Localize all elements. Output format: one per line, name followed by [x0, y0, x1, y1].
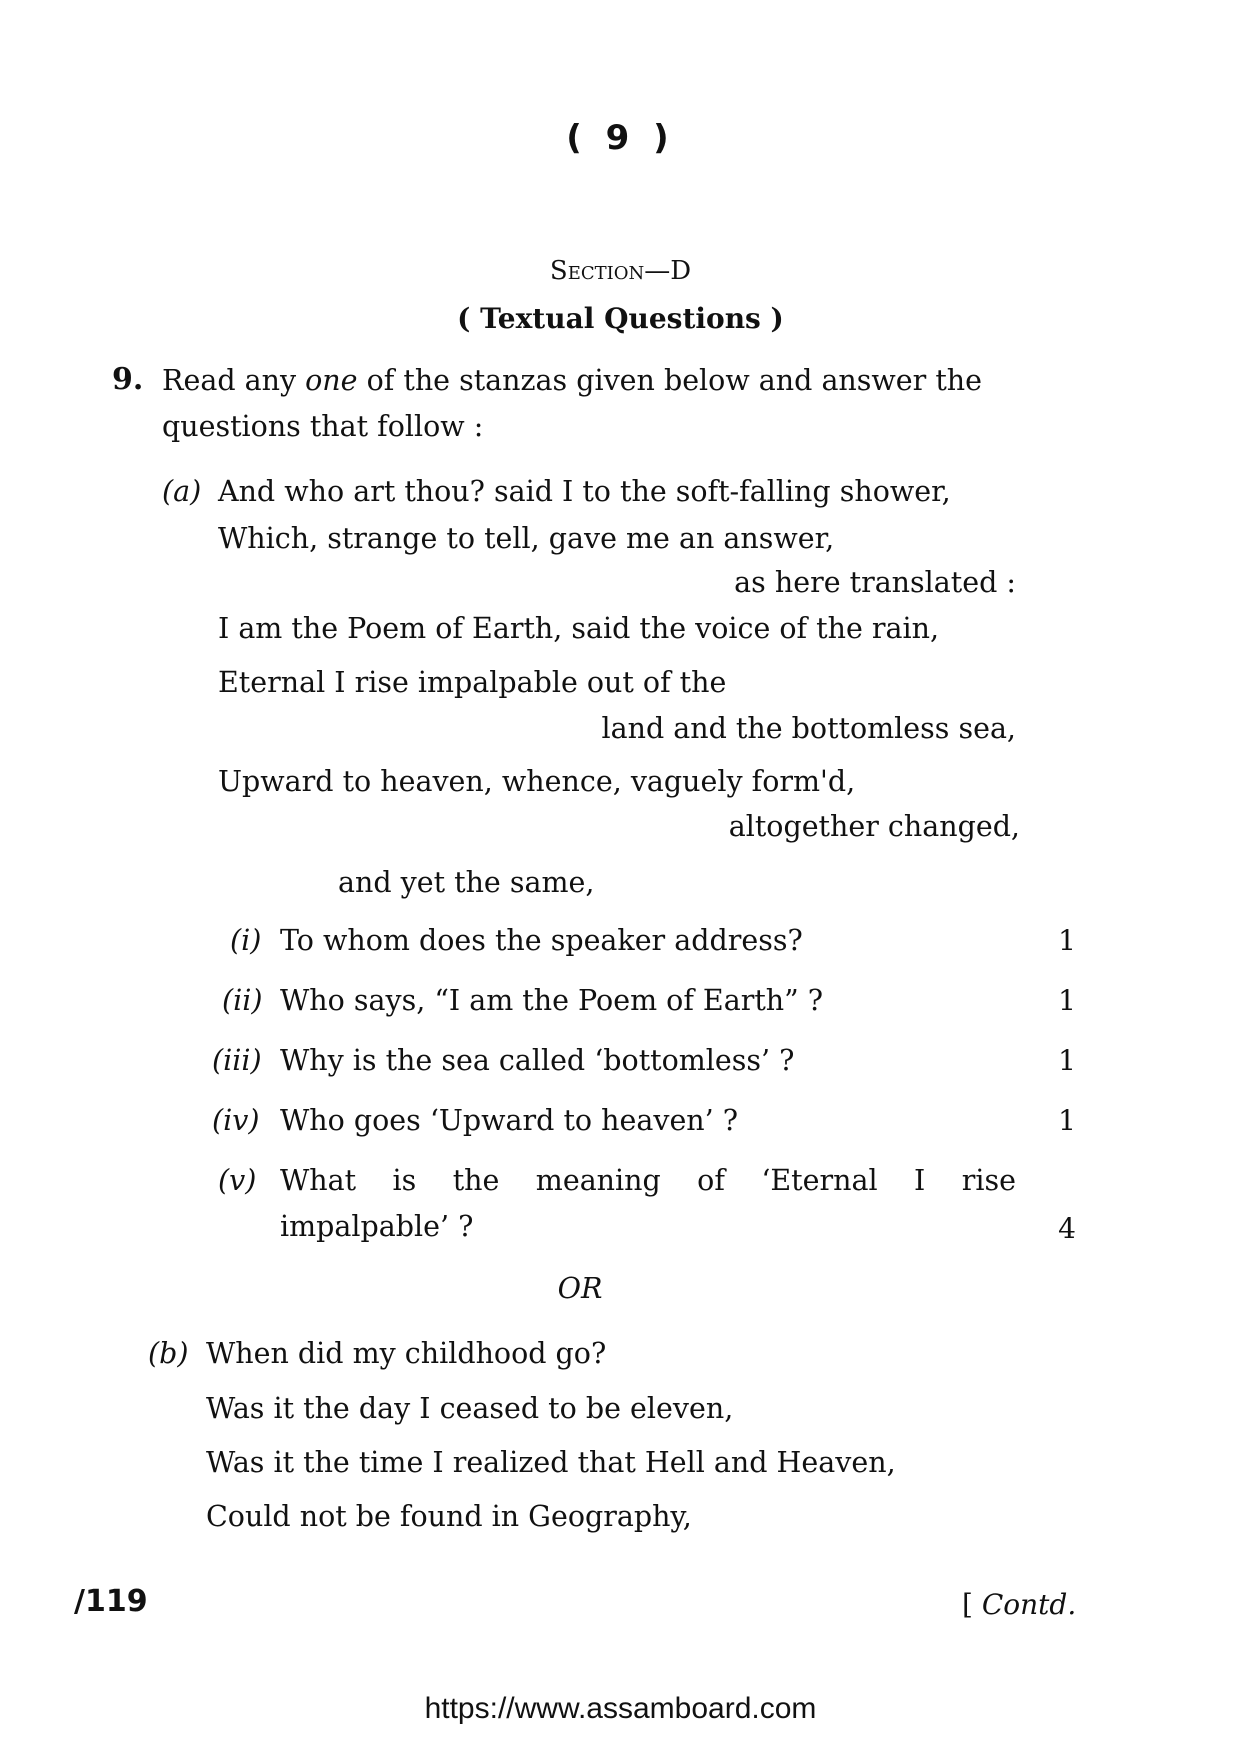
subquestion-text: To whom does the speaker address? — [280, 924, 803, 957]
paper-code: /119 — [74, 1584, 148, 1619]
question-intro-emphasis: one — [305, 364, 358, 397]
section-heading: Section—D — [549, 256, 692, 286]
stanza-b-line: When did my childhood go? — [206, 1337, 607, 1370]
subquestion-word: I — [914, 1164, 926, 1197]
subquestion-word: meaning — [535, 1164, 661, 1197]
subquestion-text — [280, 1164, 1016, 1197]
continued-bracket: [ — [962, 1588, 973, 1621]
subquestion-label: (iv) — [212, 1104, 260, 1137]
subquestion-marks: 1 — [1058, 1104, 1076, 1137]
subquestion-text: Who goes ‘Upward to heaven’ ? — [280, 1104, 739, 1137]
subquestion-text: Who says, “I am the Poem of Earth” ? — [280, 984, 824, 1017]
continued-text: Contd. — [981, 1588, 1077, 1621]
subquestion-label: (v) — [218, 1164, 257, 1197]
stanza-a-line: Upward to heaven, whence, vaguely form'd, — [218, 765, 856, 798]
stanza-a-line: as here translated : — [734, 566, 1016, 599]
subquestion-marks: 1 — [1058, 1044, 1076, 1077]
subquestion-label: (i) — [230, 924, 262, 957]
stanza-a-line: altogether changed, — [728, 810, 1020, 843]
subquestion-word: is — [392, 1164, 417, 1197]
stanza-a-line: And who art thou? said I to the soft-falling shower, — [218, 475, 951, 508]
subquestion-text: Why is the sea called ‘bottomless’ ? — [280, 1044, 795, 1077]
subquestion-label: (ii) — [222, 984, 263, 1017]
subquestion-marks: 1 — [1058, 984, 1076, 1017]
subquestion-text-continued: impalpable’ ? — [280, 1210, 474, 1243]
stanza-b-line: Was it the day I ceased to be eleven, — [206, 1392, 734, 1425]
subsection-heading: ( Textual Questions ) — [457, 302, 784, 335]
page-number: ( 9 ) — [566, 118, 675, 158]
subquestion-label: (iii) — [212, 1044, 262, 1077]
subquestion-word: of — [697, 1164, 725, 1197]
subquestion-word: What — [280, 1164, 357, 1197]
stanza-a-line: Which, strange to tell, gave me an answer, — [218, 522, 835, 555]
question-intro-b: of the stanzas given below and answer the — [366, 364, 983, 397]
question-intro-line1 — [162, 364, 982, 397]
part-b-label: (b) — [148, 1337, 189, 1370]
subquestion-marks: 1 — [1058, 924, 1076, 957]
question-intro-line2: questions that follow : — [162, 410, 484, 443]
stanza-a-line: and yet the same, — [338, 866, 595, 899]
stanza-a-line: land and the bottomless sea, — [601, 712, 1016, 745]
stanza-b-line: Was it the time I realized that Hell and Heaven, — [206, 1446, 896, 1479]
stanza-a-line: Eternal I rise impalpable out of the — [218, 666, 727, 699]
continued-note — [962, 1588, 1076, 1621]
subquestion-word: ‘Eternal — [761, 1164, 878, 1197]
or-divider: OR — [557, 1272, 603, 1305]
subquestion-word: the — [452, 1164, 500, 1197]
subquestion-marks: 4 — [1058, 1212, 1076, 1245]
question-number: 9. — [112, 362, 144, 397]
part-a-label: (a) — [162, 475, 202, 508]
website-url[interactable]: https://www.assamboard.com — [424, 1692, 817, 1725]
subquestion-word: rise — [961, 1164, 1016, 1197]
stanza-b-line: Could not be found in Geography, — [206, 1500, 692, 1533]
question-intro-a: Read any — [162, 364, 297, 397]
stanza-a-line: I am the Poem of Earth, said the voice of the rain, — [218, 612, 940, 645]
